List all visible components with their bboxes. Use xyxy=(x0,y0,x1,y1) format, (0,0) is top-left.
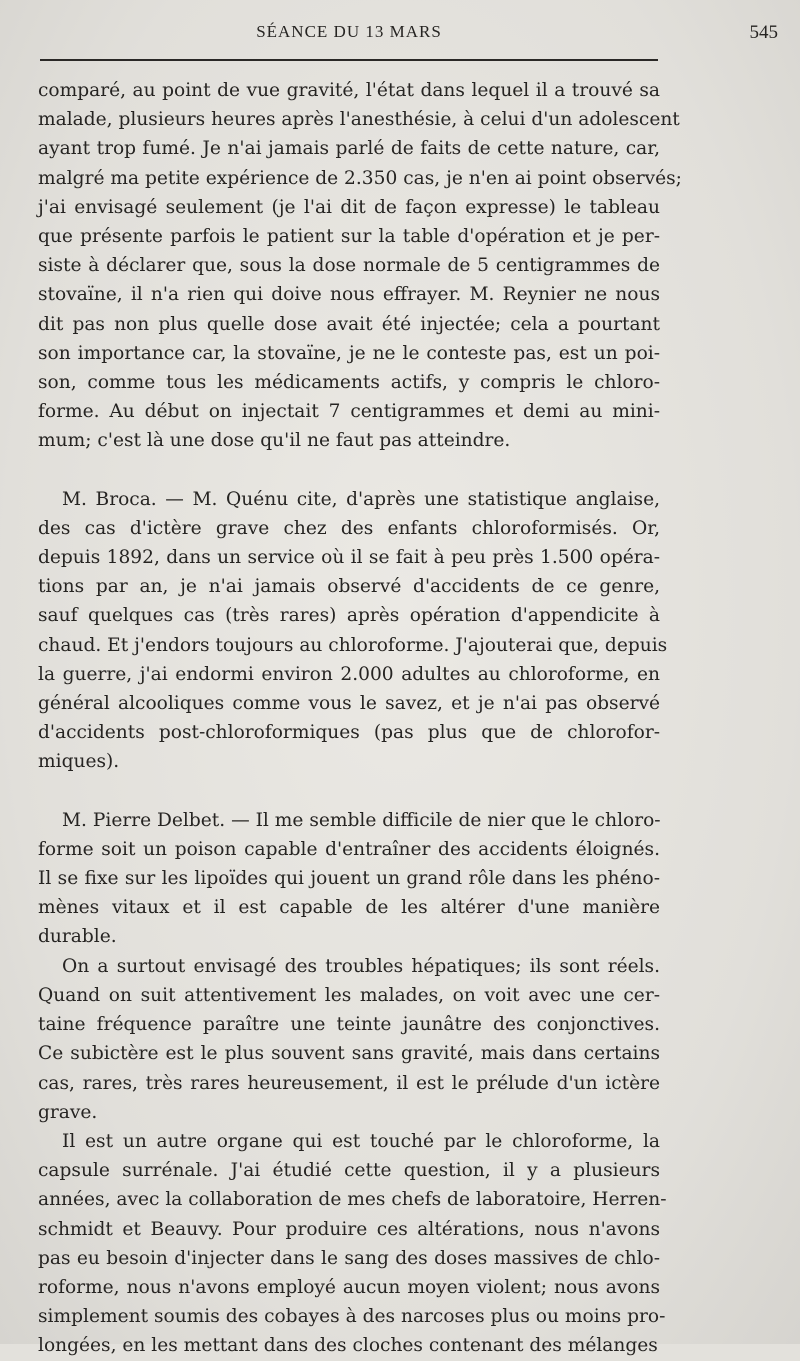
text-line: malgré ma petite expérience de 2.350 cas, je n'en ai point observés; xyxy=(38,167,682,189)
text-line: durable. xyxy=(38,926,117,948)
text-line: forme soit un poison capable d'entraîner des accidents éloignés. xyxy=(38,838,660,860)
text-line: Ce subictère est le plus souvent sans gravité, mais dans certains xyxy=(38,1043,660,1065)
text-line: son importance car, la stovaïne, je ne le conteste pas, est un poi- xyxy=(38,342,660,364)
text-line: simplement soumis des cobayes à des narcoses plus ou moins pro- xyxy=(38,1306,666,1328)
text-line: siste à déclarer que, sous la dose normale de 5 centigrammes de xyxy=(38,255,660,277)
page-number: 545 xyxy=(749,22,778,43)
text-line: depuis 1892, dans un service où il se fait à peu près 1.500 opéra- xyxy=(38,547,660,569)
running-title: SÉANCE DU 13 MARS xyxy=(256,22,442,41)
body-text xyxy=(38,76,682,1361)
text-line: capsule surrénale. J'ai étudié cette question, il y a plusieurs xyxy=(38,1160,660,1182)
text-line: Quand on suit attentivement les malades, on voit avec une cer- xyxy=(38,984,660,1006)
text-line: schmidt et Beauvy. Pour produire ces altérations, nous n'avons xyxy=(38,1218,660,1240)
text-line: années, avec la collaboration de mes chefs de laboratoire, Herren- xyxy=(38,1189,667,1211)
header-rule xyxy=(40,59,658,61)
text-line: ayant trop fumé. Je n'ai jamais parlé de faits de cette nature, car, xyxy=(38,138,660,160)
text-line: Il est un autre organe qui est touché par le chloroforme, la xyxy=(62,1130,660,1152)
text-line: sauf quelques cas (très rares) après opération d'appendicite à xyxy=(38,605,660,627)
text-line: Il se fixe sur les lipoïdes qui jouent un grand rôle dans les phéno- xyxy=(38,868,660,890)
text-line: des cas d'ictère grave chez des enfants chloroformisés. Or, xyxy=(38,517,660,539)
text-line: longées, en les mettant dans des cloches contenant des mélanges xyxy=(38,1335,658,1357)
text-line: forme. Au début on injectait 7 centigrammes et demi au mini- xyxy=(38,401,660,423)
text-line: stovaïne, il n'a rien qui doive nous effrayer. M. Reynier ne nous xyxy=(38,284,660,306)
text-line: tions par an, je n'ai jamais observé d'accidents de ce genre, xyxy=(38,576,660,598)
text-line: mènes vitaux et il est capable de les altérer d'une manière xyxy=(38,897,660,919)
text-line: son, comme tous les médicaments actifs, y compris le chloro- xyxy=(38,372,660,394)
text-line: mum; c'est là une dose qu'il ne faut pas atteindre. xyxy=(38,430,511,452)
text-line: dit pas non plus quelle dose avait été injectée; cela a pourtant xyxy=(38,313,660,335)
paragraph-delbet xyxy=(38,806,660,952)
page-header xyxy=(38,12,778,48)
text-line: la guerre, j'ai endormi environ 2.000 adultes au chloroforme, en xyxy=(38,663,660,685)
text-line: comparé, au point de vue gravité, l'état dans lequel il a trouvé sa xyxy=(38,80,660,101)
text-line: On a surtout envisagé des troubles hépatiques; ils sont réels. xyxy=(62,955,660,977)
text-line: d'accidents post-chloroformiques (pas plus que de chlorofor- xyxy=(38,722,660,744)
text-line: roforme, nous n'avons employé aucun moyen violent; nous avons xyxy=(38,1276,660,1298)
paragraph-reynier-reply xyxy=(38,76,682,456)
text-line: malade, plusieurs heures après l'anesthésie, à celui d'un adolescent xyxy=(38,109,680,131)
text-line: grave. xyxy=(38,1101,98,1123)
text-line: général alcooliques comme vous le savez, et je n'ai pas observé xyxy=(38,693,660,715)
paragraph-adrenal xyxy=(38,1127,667,1361)
text-line: taine fréquence paraître une teinte jaunâtre des conjonctives. xyxy=(38,1014,660,1036)
text-line: miques). xyxy=(38,751,120,773)
text-line: j'ai envisagé seulement (je l'ai dit de façon expresse) le tableau xyxy=(38,196,660,218)
paragraph-broca xyxy=(38,485,668,777)
text-line: chaud. Et j'endors toujours au chloroforme. J'ajouterai que, depuis xyxy=(38,634,668,656)
text-line: M. Pierre Delbet. — Il me semble difficile de nier que le chloro- xyxy=(62,809,661,831)
text-line: pas eu besoin d'injecter dans le sang des doses massives de chlo- xyxy=(38,1247,660,1269)
text-line: que présente parfois le patient sur la table d'opération et je per- xyxy=(38,226,660,248)
text-line: M. Broca. — M. Quénu cite, d'après une statistique anglaise, xyxy=(62,488,660,510)
text-line: cas, rares, très rares heureusement, il est le prélude d'un ictère xyxy=(38,1072,660,1094)
paragraph-hepatic xyxy=(38,952,660,1127)
